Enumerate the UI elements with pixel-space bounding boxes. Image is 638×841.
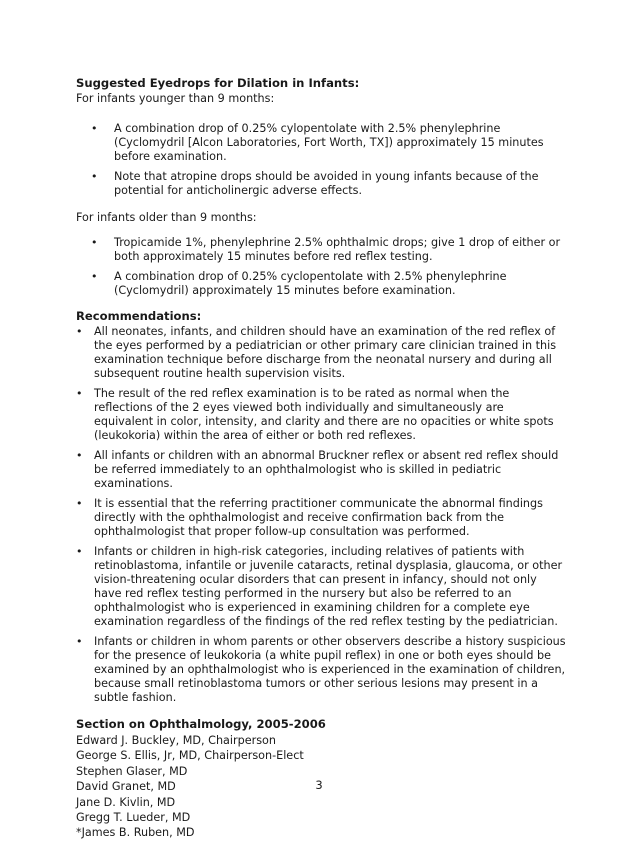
list-item — [76, 497, 566, 539]
list-item — [76, 236, 566, 264]
older-list — [76, 236, 566, 298]
list-item-text: Tropicamide 1%, phenylephrine 2.5% ophthalmic drops; give 1 drop of either or both approximately 15 minutes before red reflex testing. — [114, 236, 561, 263]
list-item — [76, 325, 566, 381]
list-item-text: A combination drop of 0.25% cyclopentolate with 2.5% phenylephrine (Cyclomydril) approximately 15 minutes before examination. — [114, 270, 507, 297]
younger-intro: For infants younger than 9 months: — [76, 92, 275, 105]
list-item — [76, 545, 566, 629]
list-item-text: It is essential that the referring practitioner communicate the abnormal findings directly with the ophthalmologist and receive confirmation back from the ophthalmologist that proper follow-up consultation was performed. — [94, 497, 543, 538]
member-name: George S. Ellis, Jr, MD, Chairperson-Elect — [76, 749, 304, 763]
recommendations-heading: Recommendations: — [76, 309, 202, 323]
list-item-text: All infants or children with an abnormal Bruckner reflex or absent red reflex should be referred immediately to an ophthalmologist who is skilled in pediatric examinations. — [94, 449, 559, 490]
section-heading: Section on Ophthalmology, 2005-2006 — [76, 717, 326, 731]
list-item — [76, 170, 566, 198]
eyedrops-heading: Suggested Eyedrops for Dilation in Infants: — [76, 76, 360, 90]
list-item — [76, 635, 566, 705]
member-name: Stephen Glaser, MD — [76, 764, 188, 778]
list-item-text: All neonates, infants, and children should have an examination of the red reflex of the eyes performed by a pediatrician or other primary care clinician trained in this examination technique before discharge from the neonatal nursery and during all subsequent routine health supervision visits. — [94, 325, 557, 380]
bullet: • — [76, 545, 83, 558]
document-page — [76, 74, 566, 841]
bullet: • — [91, 270, 98, 283]
list-item-text: Infants or children in high-risk categories, including relatives of patients with retinoblastoma, infantile or juvenile cataracts, retinal dysplasia, glaucoma, or other vision-threatening ocular disorders that can present in infancy, should not only have red reflex testing performed in the nursery but also be referred to an ophthalmologist who is experienced in examining children for a complete eye examination regardless of the findings of the red reflex testing by the pediatrician. — [94, 545, 563, 628]
bullet: • — [76, 497, 83, 510]
member-name: *James B. Ruben, MD — [76, 826, 195, 840]
member-name: Jane D. Kivlin, MD — [76, 795, 176, 809]
younger-list — [76, 122, 566, 198]
bullet: • — [91, 236, 98, 249]
bullet: • — [76, 325, 83, 338]
bullet: • — [91, 122, 98, 135]
list-item-text: The result of the red reflex examination is to be rated as normal when the reflections of the 2 eyes viewed both individually and simultaneously are equivalent in color, intensity, and clarity and there are no opacities or white spots (leukokoria) within the area of either or both red reflexes. — [94, 387, 554, 442]
list-item-text: Note that atropine drops should be avoided in young infants because of the potential for anticholinergic adverse effects. — [114, 170, 539, 197]
list-item-text: Infants or children in whom parents or other observers describe a history suspicious for the presence of leukokoria (a white pupil reflex) in one or both eyes should be examined by an ophthalmologist who is experienced in the examination of children, because small retinoblastoma tumors or other serious lesions may present in a subtle fashion. — [94, 635, 566, 704]
bullet: • — [91, 170, 98, 183]
bullet: • — [76, 449, 83, 462]
list-item — [76, 387, 566, 443]
list-item-text: A combination drop of 0.25% cylopentolate with 2.5% phenylephrine (Cyclomydril [Alcon Laboratories, Fort Worth, TX]) approximately 15 minutes before examination. — [114, 122, 544, 163]
member-name: Gregg T. Lueder, MD — [76, 811, 191, 825]
member-name: Edward J. Buckley, MD, Chairperson — [76, 734, 276, 747]
list-item — [76, 270, 566, 298]
list-item — [76, 122, 566, 164]
list-item — [76, 449, 566, 491]
recommendations-list — [76, 325, 566, 705]
bullet: • — [76, 387, 83, 400]
page-number: 3 — [315, 778, 323, 792]
bullet: • — [76, 635, 83, 648]
older-intro: For infants older than 9 months: — [76, 211, 257, 224]
member-name: David Granet, MD — [76, 780, 176, 794]
